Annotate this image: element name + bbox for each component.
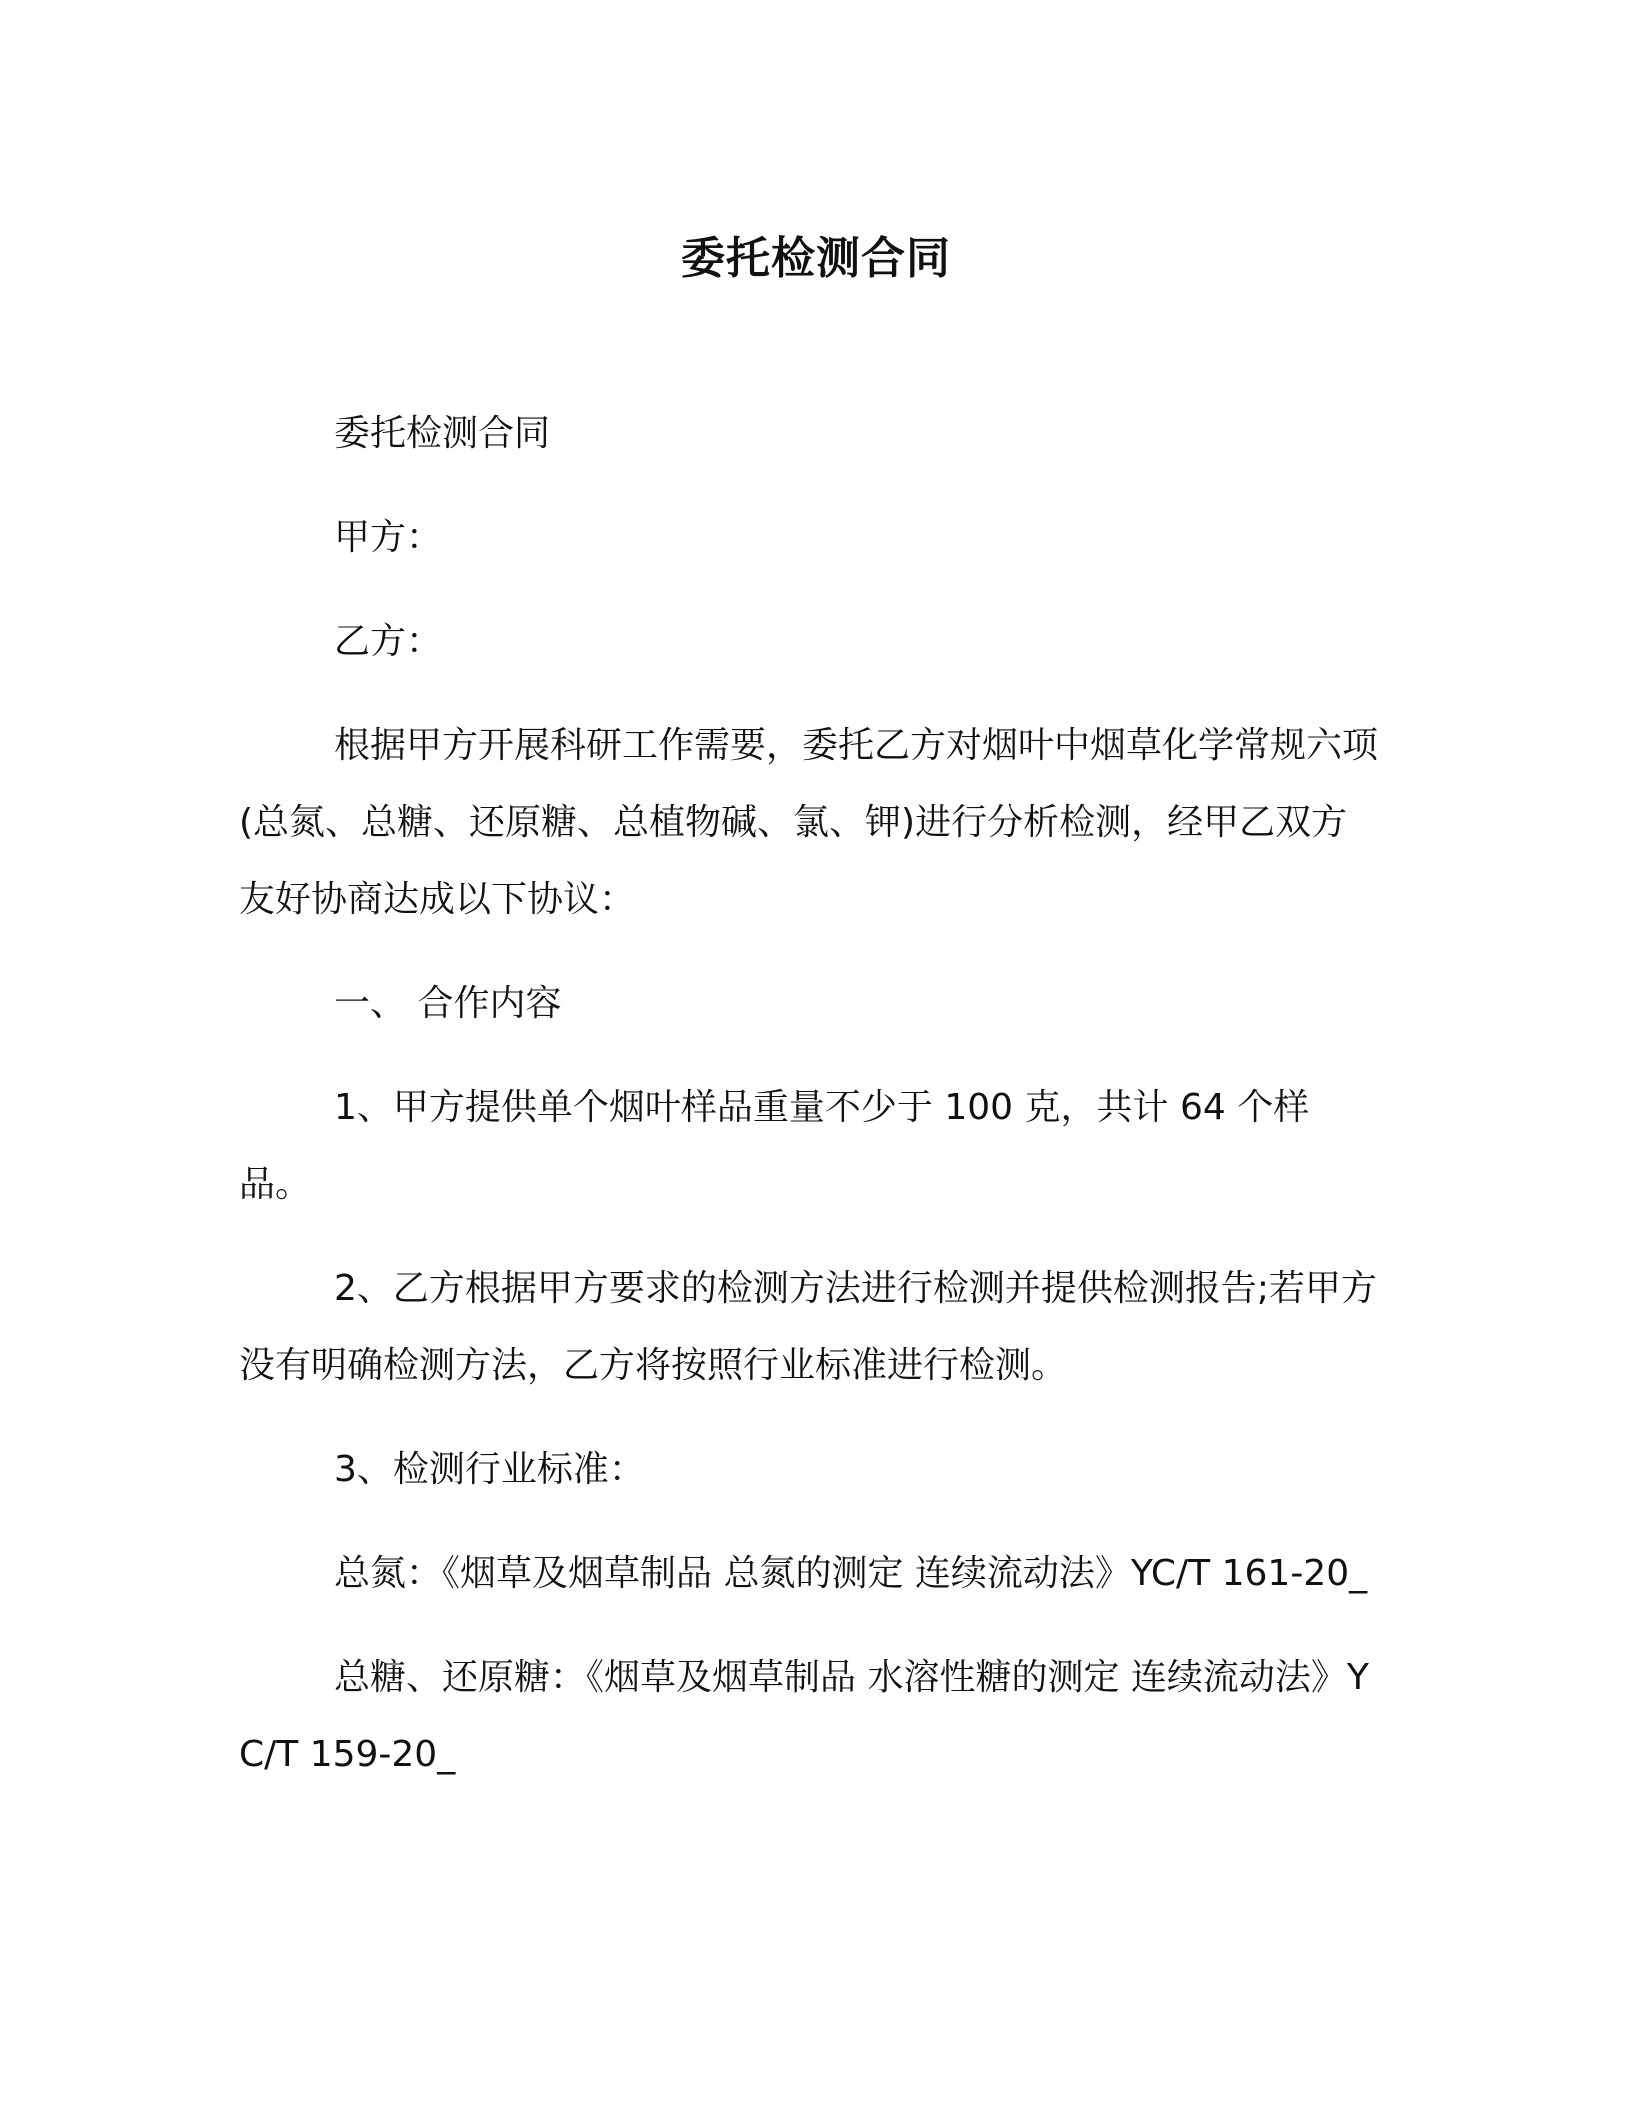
clause-1: 1、甲方提供单个烟叶样品重量不少于 100 克，共计 64 个样品。: [239, 1087, 1310, 1205]
paragraph-intro: 根据甲方开展科研工作需要，委托乙方对烟叶中烟草化学常规六项(总氮、总糖、还原糖、总植物碱、氯、钾)进行分析检测，经甲乙双方友好协商达成以下协议：: [239, 725, 1379, 920]
document-body: [239, 395, 1380, 1820]
clause-2: 2、乙方根据甲方要求的检测方法进行检测并提供检测报告;若甲方没有明确检测方法，乙方将按照行业标准进行检测。: [239, 1268, 1378, 1386]
clause-3: 3、检测行业标准：: [334, 1449, 645, 1490]
standard-total-sugar: 总糖、还原糖：《烟草及烟草制品 水溶性糖的测定 连续流动法》YC/T 159-20_: [239, 1657, 1369, 1775]
paragraph-party-b: 乙方：: [334, 621, 443, 662]
paragraph-party-a: 甲方：: [334, 517, 443, 558]
paragraph-contract-heading: 委托检测合同: [334, 413, 551, 454]
section-heading-cooperation: 一、 合作内容: [334, 983, 562, 1024]
document-title: 委托检测合同: [681, 233, 951, 284]
standard-total-nitrogen: 总氮：《烟草及烟草制品 总氮的测定 连续流动法》YC/T 161-20_: [334, 1553, 1368, 1594]
